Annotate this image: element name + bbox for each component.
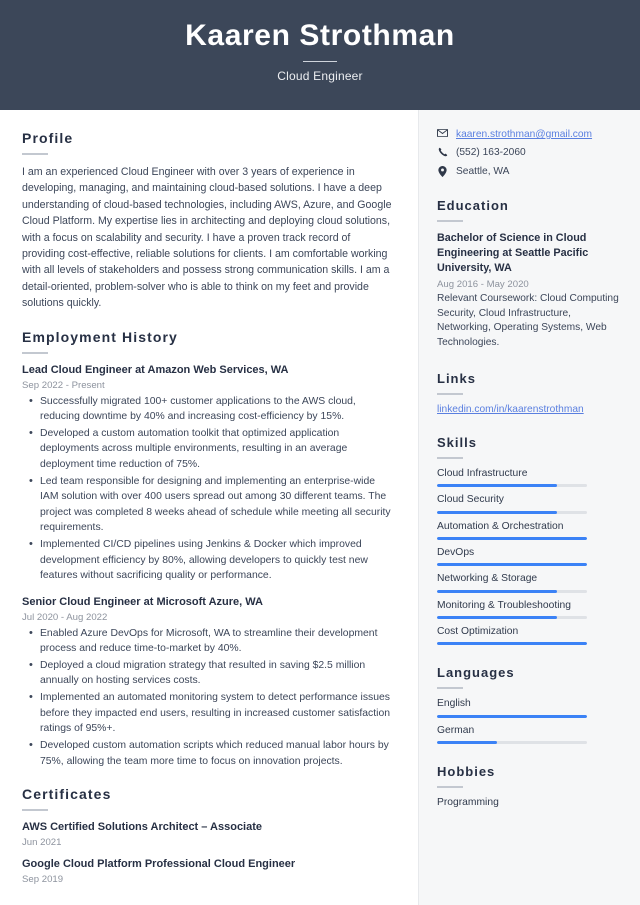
heading-underline [437,786,463,788]
job-title: Senior Cloud Engineer at Microsoft Azure, WA [22,595,264,608]
heading-underline [437,393,463,395]
skill-label: Automation & Orchestration [437,520,564,532]
job-title: Lead Cloud Engineer at Amazon Web Services, WA [22,363,289,376]
education-description: Relevant Coursework: Cloud Computing Security, Cloud Infrastructure, Networking, Operating Systems, Web Technologies. [437,292,619,349]
certificate-date: Sep 2019 [22,873,64,885]
job-bullet: • Successfully migrated 100+ customer applications to the AWS cloud, reducing downtime by 40% and increasing cost-efficiency by 15%. [22,394,396,425]
location-pin-icon [437,165,448,177]
heading-underline [22,809,48,811]
skill-item [437,626,620,645]
skill-bar-track [437,484,587,487]
skill-item [437,600,620,619]
skill-bar-fill [437,616,557,619]
education-heading: Education [437,197,509,213]
resume-header [0,0,640,110]
languages-heading: Languages [437,665,515,681]
skill-bar-fill [437,511,557,514]
header-divider [303,61,337,62]
section-skills [437,435,620,645]
resume-body [0,110,640,905]
links-heading: Links [437,370,476,386]
skill-bar-track [437,642,587,645]
skill-bar-track [437,616,587,619]
certificate-title: Google Cloud Platform Professional Cloud Engineer [22,857,296,870]
phone-icon [437,146,448,157]
skills-heading: Skills [437,434,477,450]
language-bar-track [437,741,587,744]
contact-phone [437,146,620,159]
job-entry [22,363,396,584]
job-bullet: • Implemented CI/CD pipelines using Jenkins & Docker which improved development efficiency by 80%, allowing developers to quickly test new features without sacrificing quality or performance. [22,537,396,584]
education-date: Aug 2016 - May 2020 [437,278,529,290]
skill-label: Cloud Infrastructure [437,467,528,479]
job-date: Jul 2020 - Aug 2022 [22,611,108,623]
certificate-entry [22,857,396,885]
language-bar-track [437,715,587,718]
skill-bar-fill [437,537,587,540]
main-column [0,110,418,905]
profile-text: I am an experienced Cloud Engineer with over 3 years of experience in developing, managing, and maintaining cloud-based solutions. I have a deep understanding of cloud-based technologies, including AWS, Azure, and Google Cloud Platform. My expertise lies in architecting and deploying cloud solutions, with a focus on scalability and security. I have a proven track record of providing cost-effective, reliable solutions for clients. I am comfortable working with all levels of stakeholders and possess strong communication skills. I am a detail-oriented, problem-solver who is able to think on my feet and provide solutions quickly. [22,166,392,310]
skill-bar-fill [437,642,587,645]
contact-location [437,165,620,178]
section-profile [22,130,396,312]
job-entry [22,595,396,769]
contact-email-text[interactable]: kaaren.strothman@gmail.com [456,129,593,140]
skill-label: Cloud Security [437,494,504,506]
language-item [437,725,620,744]
section-links [437,371,620,415]
section-education [437,198,620,351]
skill-item [437,573,620,592]
job-bullet: • Led team responsible for designing and implementing an enterprise-wide IAM solution with over 400 users spread out among 30 different teams. The project was completed 8 weeks ahead of schedule while meeting all security requirements. [22,474,396,536]
skill-label: Monitoring & Troubleshooting [437,599,571,611]
skill-bar-fill [437,563,587,566]
skill-label: Cost Optimization [437,625,519,637]
employment-heading: Employment History [22,328,178,345]
skill-label: Networking & Storage [437,573,538,585]
contact-location-text: Seattle, WA [456,165,510,177]
certificate-date: Jun 2021 [22,836,62,848]
profile-heading: Profile [22,130,74,146]
language-bar-fill [437,715,587,718]
job-bullet: • Developed custom automation scripts which reduced manual labor hours by 75%, allowing the team more time to focus on innovation projects. [22,738,396,769]
job-bullet: • Implemented an automated monitoring system to detect performance issues before they impacted end users, resulting in increased customer satisfaction ratings of 95%+. [22,690,396,737]
hobby-item: Programming [437,796,499,808]
link-linkedin[interactable]: linkedin.com/in/kaarenstrothman [437,403,584,415]
skill-item [437,494,620,513]
skill-item [437,468,620,487]
skill-bar-fill [437,590,557,593]
education-degree: Bachelor of Science in Cloud Engineering at Seattle Pacific University, WA [437,231,589,275]
job-bullet: • Deployed a cloud migration strategy that resulted in saving $2.5 million annually on hosting services costs. [22,658,396,689]
language-item [437,698,620,717]
skill-label: DevOps [437,546,475,558]
skill-bar-fill [437,484,557,487]
header-job-title: Cloud Engineer [277,69,363,84]
skill-bar-track [437,511,587,514]
page-title: Kaaren Strothman [185,18,455,52]
skill-item [437,521,620,540]
section-languages [437,665,620,744]
job-bullet: • Enabled Azure DevOps for Microsoft, WA to streamline their development process and reduce time-to-market by 40%. [22,626,396,657]
section-employment-history [22,329,396,769]
job-bullet: • Developed a custom automation toolkit that optimized application deployments across multiple environments, resulting in an average deployment time reduction of 75%. [22,426,396,473]
heading-underline [437,220,463,222]
skill-bar-track [437,590,587,593]
contact-phone-text: (552) 163-2060 [456,147,526,159]
certificate-title: AWS Certified Solutions Architect – Associate [22,821,263,834]
section-certificates [22,786,396,885]
heading-underline [437,687,463,689]
hobbies-heading: Hobbies [437,763,496,779]
skill-item [437,547,620,566]
envelope-icon [437,128,448,137]
heading-underline [437,457,463,459]
section-hobbies [437,764,620,808]
job-bullet-list [22,394,396,584]
language-label: German [437,724,475,736]
skill-bar-track [437,537,587,540]
language-bar-fill [437,741,497,744]
job-date: Sep 2022 - Present [22,379,105,391]
contact-list [437,128,620,178]
heading-underline [22,352,48,354]
certificate-entry [22,820,396,848]
language-label: English [437,698,471,710]
certificates-heading: Certificates [22,786,112,803]
skill-bar-track [437,563,587,566]
sidebar-column [418,110,640,905]
contact-email[interactable] [437,128,620,141]
job-bullet-list [22,626,396,769]
heading-underline [22,153,48,155]
